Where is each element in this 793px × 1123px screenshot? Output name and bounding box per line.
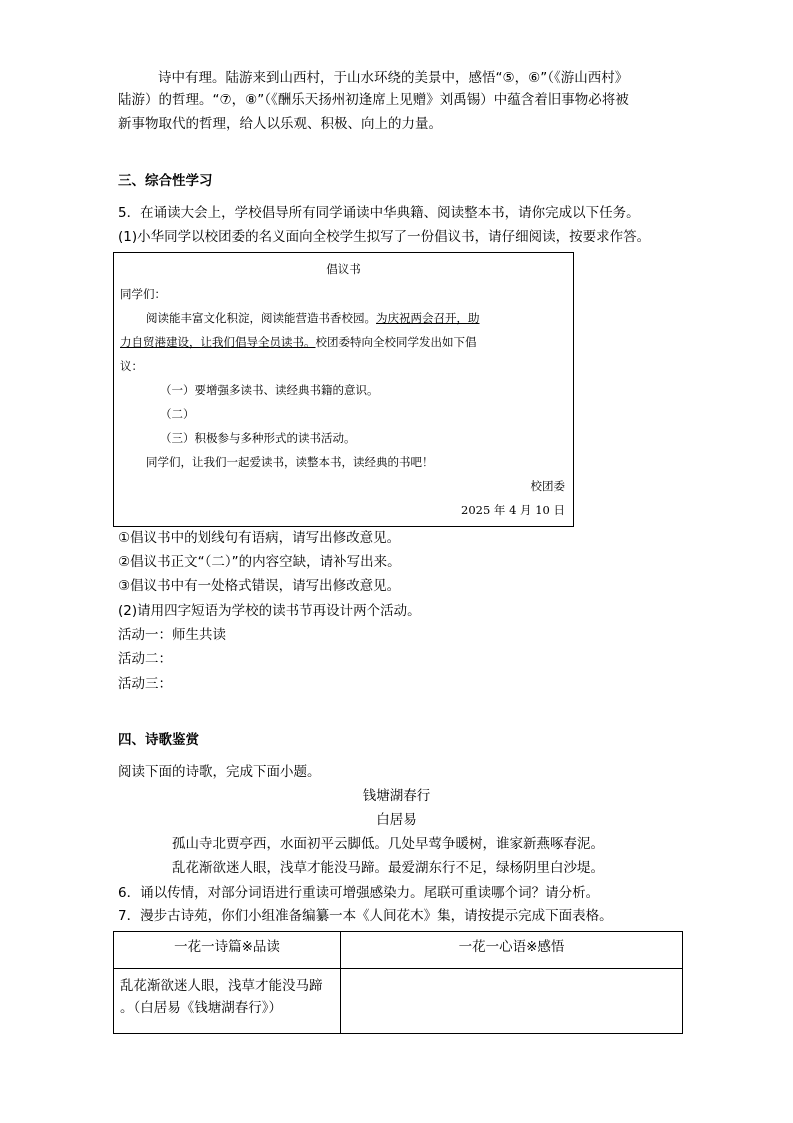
underlined-sentence: 力自贸港建设，让我们倡导全员读书。 <box>120 335 316 349</box>
question-5-part-1: (1)小华同学以校团委的名义面向全校学生拟写了一份倡议书，请仔细阅读，按要求作答。 <box>118 229 651 245</box>
proposal-paragraph-line-1 <box>146 310 480 326</box>
activity-1: 活动一：师生共读 <box>118 627 226 643</box>
proposal-title: 倡议书 <box>326 262 361 276</box>
table-cell-poem-line-2: 。（白居易《钱塘湖春行》） <box>120 1000 282 1016</box>
table-cell-poem <box>114 969 341 1034</box>
proposal-paragraph-line-2 <box>120 334 477 350</box>
proposal-paragraph-line-3: 议： <box>120 359 143 373</box>
poem-line-2: 乱花渐欲迷人眼，浅草才能没马蹄。最爱湖东行不足，绿杨阴里白沙堤。 <box>172 860 604 876</box>
poem-instruction: 阅读下面的诗歌，完成下面小题。 <box>118 764 321 780</box>
table-cell-reflection[interactable] <box>341 969 683 1034</box>
table-header-row <box>114 932 683 969</box>
intro-line-3: 新事物取代的哲理，给人以乐观、积极、向上的力量。 <box>118 116 442 132</box>
poem-author: 白居易 <box>376 812 417 828</box>
proposal-item-2: （二） <box>160 407 195 421</box>
task-2: ②倡议书正文“（二）”的内容空缺，请补写出来。 <box>118 554 401 570</box>
table-row <box>114 969 683 1034</box>
poem-line-1: 孤山寺北贾亭西，水面初平云脚低。几处早莺争暖树，谁家新燕啄春泥。 <box>172 836 604 852</box>
table-header-left: 一花一诗篇※品读 <box>114 932 341 969</box>
proposal-date: 2025 年 4 月 10 日 <box>461 503 565 517</box>
underlined-sentence: 为庆祝两会召开，助 <box>376 311 480 325</box>
question-5-part-2: (2)请用四字短语为学校的读书节再设计两个活动。 <box>118 603 421 619</box>
proposal-greeting: 同学们： <box>120 287 166 301</box>
intro-line-1: 诗中有理。陆游来到山西村，于山水环绕的美景中，感悟“⑤，⑥”（《游山西村》 <box>158 70 629 86</box>
section-4-title: 四、诗歌鉴赏 <box>118 732 199 748</box>
table-header-right: 一花一心语※感悟 <box>341 932 683 969</box>
activity-3: 活动三： <box>118 676 172 692</box>
task-3: ③倡议书中有一处格式错误，请写出修改意见。 <box>118 578 401 594</box>
question-5: 5．在诵读大会上，学校倡导所有同学诵读中华典籍、阅读整本书，请你完成以下任务。 <box>118 205 640 221</box>
intro-line-2: 陆游）的哲理。“⑦，⑧”（《酬乐天扬州初逢席上见赠》刘禹锡）中蕴含着旧事物必将被 <box>118 92 629 108</box>
proposal-item-1: （一）要增强多读书、读经典书籍的意识。 <box>160 383 379 397</box>
table-cell-poem-line-1: 乱花渐欲迷人眼，浅草才能没马蹄 <box>120 978 323 994</box>
question-6: 6．诵以传情，对部分词语进行重读可增强感染力。尾联可重读哪个词？请分析。 <box>118 885 600 901</box>
proposal-closing: 同学们，让我们一起爱读书，读整本书，读经典的书吧！ <box>146 455 434 469</box>
proposal-signer: 校团委 <box>530 479 565 493</box>
proposal-text: 阅读能丰富文化积淀，阅读能营造书香校园。 <box>146 311 376 325</box>
question-7: 7．漫步古诗苑，你们小组准备编纂一本《人间花木》集，请按提示完成下面表格。 <box>118 908 613 924</box>
activity-2: 活动二： <box>118 651 172 667</box>
section-3-title: 三、综合性学习 <box>118 173 213 189</box>
poem-title: 钱塘湖春行 <box>362 788 431 804</box>
proposal-box <box>113 252 574 527</box>
flower-table <box>113 931 683 1034</box>
task-1: ①倡议书中的划线句有语病，请写出修改意见。 <box>118 530 401 546</box>
proposal-text: 校团委特向全校同学发出如下倡 <box>315 335 477 349</box>
proposal-item-3: （三）积极参与多种形式的读书活动。 <box>160 431 356 445</box>
